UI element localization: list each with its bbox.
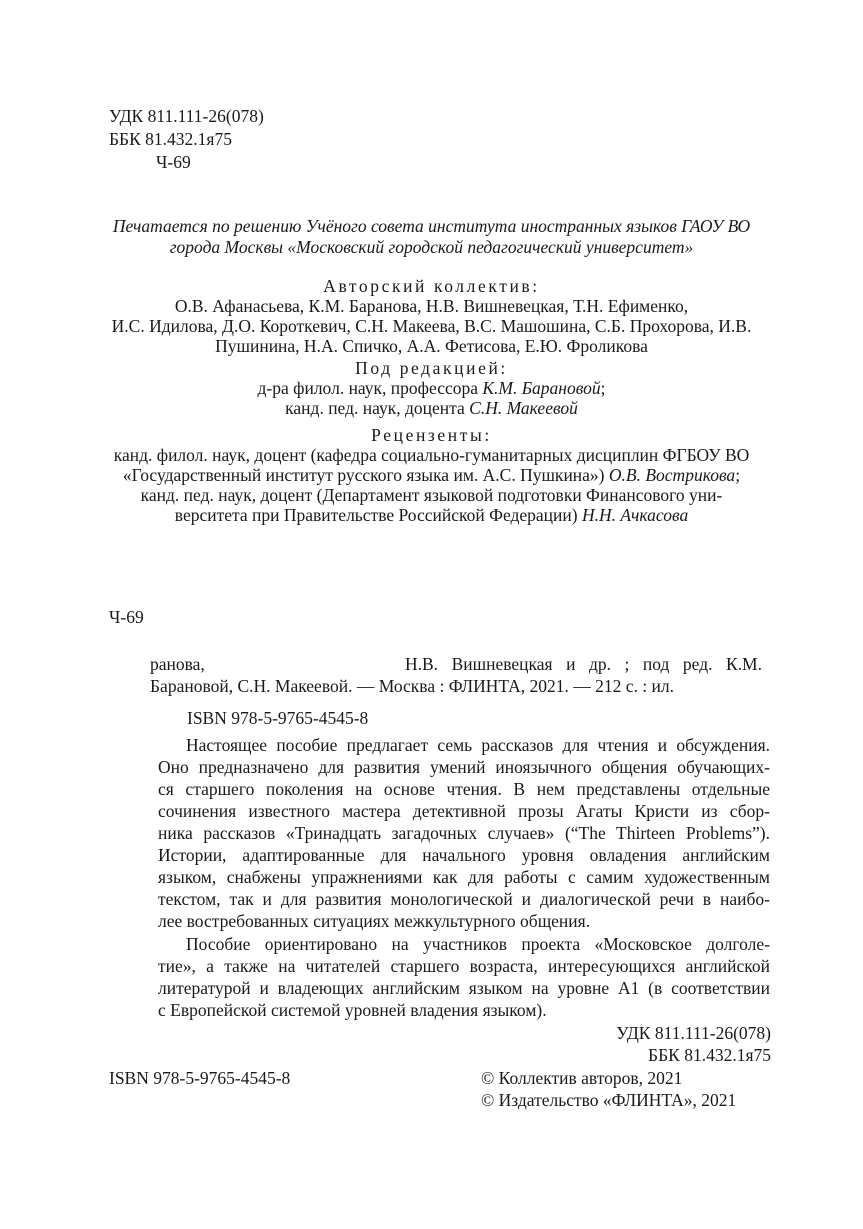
annotation-p2-line-3: литературой и владеющих английским языком на уровне А1 (в соответствии bbox=[158, 978, 770, 998]
copyright-publisher: © Издательство «ФЛИНТА», 2021 bbox=[481, 1090, 737, 1110]
catalog-line-1-end: Н.В. Вишневецкая и др. ; под ред. К.М. bbox=[405, 654, 762, 674]
authors-line-2: И.С. Идилова, Д.О. Короткевич, С.Н. Макеева, В.С. Машошина, С.Б. Прохорова, И.В. bbox=[111, 316, 752, 336]
catalog-mark: Ч-69 bbox=[109, 607, 144, 627]
catalog-isbn: ISBN 978-5-9765-4545-8 bbox=[187, 708, 369, 728]
annotation-p1-line-7: языком, снабжены упражнениями как для работы с самим художественным bbox=[158, 867, 770, 887]
editors-heading: Под редакцией: bbox=[355, 358, 508, 378]
catalog-line-1-start: ранова, bbox=[150, 654, 205, 674]
authors-line-1: О.В. Афанасьева, К.М. Баранова, Н.В. Вишневецкая, Т.Н. Ефименко, bbox=[174, 296, 689, 316]
publication-note-line-2: города Москвы «Московский городской педагогический университет» bbox=[169, 237, 694, 257]
annotation-p1-line-6: Истории, адаптированные для начального уровня овладения английским bbox=[158, 845, 770, 865]
annotation-p2-line-4: с Европейской системой уровней владения языком). bbox=[158, 1000, 547, 1020]
annotation-p1-line-9: лее востребованных ситуациях межкультурного общения. bbox=[158, 911, 591, 931]
editors-line-2: канд. пед. наук, доцента С.Н. Макеевой bbox=[285, 398, 578, 418]
copyright-authors: © Коллектив авторов, 2021 bbox=[481, 1068, 683, 1088]
reviewers-heading: Рецензенты: bbox=[371, 425, 492, 445]
reviewers-line-3: канд. пед. наук, доцент (Департамент языковой подготовки Финансового уни- bbox=[140, 485, 723, 505]
footer-udk: УДК 811.111-26(078) bbox=[616, 1023, 771, 1043]
annotation-p2-line-2: тие», а также на читателей старшего возраста, интересующихся английской bbox=[158, 956, 770, 976]
reviewers-line-2: «Государственный институт русского языка им. А.С. Пушкина») О.В. Вострикова; bbox=[122, 465, 741, 485]
editors-line-1: д-ра филол. наук, профессора К.М. Барановой; bbox=[257, 378, 606, 398]
footer-isbn: ISBN 978-5-9765-4545-8 bbox=[109, 1068, 291, 1088]
annotation-p1-line-2: Оно предназначено для развития умений иноязычного общения обучающих- bbox=[158, 757, 770, 777]
annotation-p1-line-3: ся старшего поколения на основе чтения. В нем представлены отдельные bbox=[158, 779, 770, 799]
annotation-p1-line-8: текстом, так и для развития монологической и диалогической речи в наибо- bbox=[158, 889, 770, 909]
reviewers-line-4: верситета при Правительстве Российской Федерации) Н.Н. Ачкасова bbox=[174, 505, 689, 525]
annotation-p1-line-5: ника рассказов «Тринадцать загадочных случаев» (“The Thirteen Problems”). bbox=[158, 823, 770, 843]
authors-heading: Авторский коллектив: bbox=[323, 276, 540, 296]
annotation-p2-line-1: Пособие ориентировано на участников проекта «Московское долголе- bbox=[186, 934, 770, 954]
publication-note-line-1: Печатается по решению Учёного совета института иностранных языков ГАОУ ВО bbox=[112, 216, 751, 236]
catalog-line-2: Барановой, С.Н. Макеевой. — Москва : ФЛИНТА, 2021. — 212 с. : ил. bbox=[150, 676, 675, 696]
annotation-p1-line-1: Настоящее пособие предлагает семь рассказов для чтения и обсуждения. bbox=[186, 735, 770, 755]
author-mark: Ч-69 bbox=[156, 152, 191, 172]
authors-line-3: Пушинина, Н.А. Спичко, А.А. Фетисова, Е.Ю. Фроликова bbox=[215, 336, 648, 356]
bbk-code: ББК 81.432.1я75 bbox=[109, 129, 232, 149]
annotation-p1-line-4: сочинения известного мастера детективной прозы Агаты Кристи из сбор- bbox=[158, 801, 770, 821]
udk-code: УДК 811.111-26(078) bbox=[109, 106, 264, 126]
footer-bbk: ББК 81.432.1я75 bbox=[648, 1045, 771, 1065]
reviewers-line-1: канд. филол. наук, доцент (кафедра социально-гуманитарных дисциплин ФГБОУ ВО bbox=[113, 445, 750, 465]
